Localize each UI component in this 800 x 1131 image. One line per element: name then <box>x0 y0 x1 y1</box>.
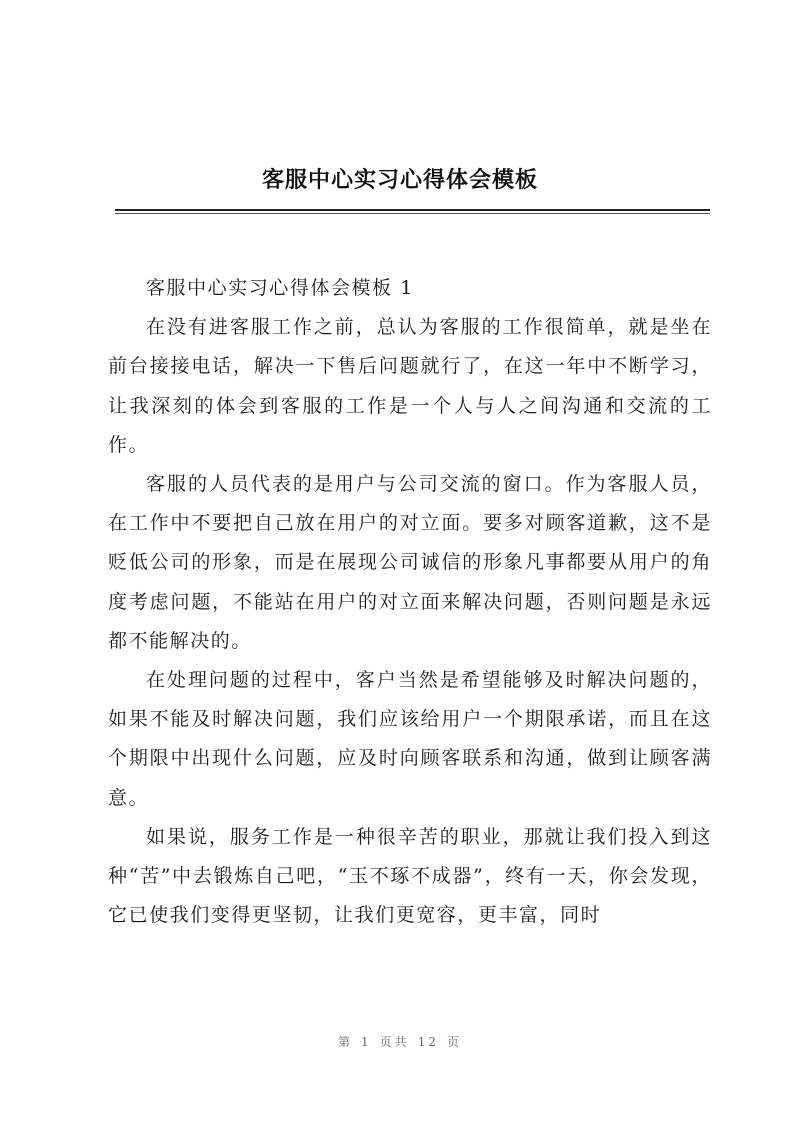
title-rule-thin <box>115 213 710 214</box>
paragraph: 在没有进客服工作之前，总认为客服的工作很简单，就是坐在前台接接电话，解决一下售后问题就行了，在这一年中不断学习，让我深刻的体会到客服的工作是一个人与人之间沟通和交流的工作。 <box>108 316 712 456</box>
footer-prefix: 第 <box>338 1035 354 1049</box>
paragraph: 如果说，服务工作是一种很辛苦的职业，那就让我们投入到这种“苦”中去锻炼自己吧，“玉不琢不成器”，终有一天，你会发现，它已使我们变得更坚韧，让我们更宽容，更丰富，同时 <box>108 825 712 927</box>
paragraph: 客服的人员代表的是用户与公司交流的窗口。作为客服人员，在工作中不要把自己放在用户的对立面。要多对顾客道歉，这不是贬低公司的形象，而是在展现公司诚信的形象凡事都要从用户的角度考虑问题，不能站在用户的对立面来解决问题，否则问题是永远都不能解决的。 <box>108 473 712 652</box>
section-heading: 客服中心实习心得体会模板 1 <box>146 277 414 299</box>
footer-page-number: 1 <box>361 1035 372 1049</box>
footer-suffix: 页 <box>446 1035 462 1049</box>
document-body <box>108 269 712 935</box>
page-footer <box>0 1033 800 1050</box>
footer-total-pages: 12 <box>417 1035 439 1049</box>
document-title: 客服中心实习心得体会模板 <box>261 168 538 193</box>
footer-middle: 页共 <box>379 1035 410 1049</box>
paragraph: 在处理问题的过程中，客户当然是希望能够及时解决问题的，如果不能及时解决问题，我们应该给用户一个期限承诺，而且在这个期限中出现什么问题，应及时向顾客联系和沟通，做到让顾客满意。 <box>108 669 712 809</box>
title-rule-thick <box>115 209 710 211</box>
